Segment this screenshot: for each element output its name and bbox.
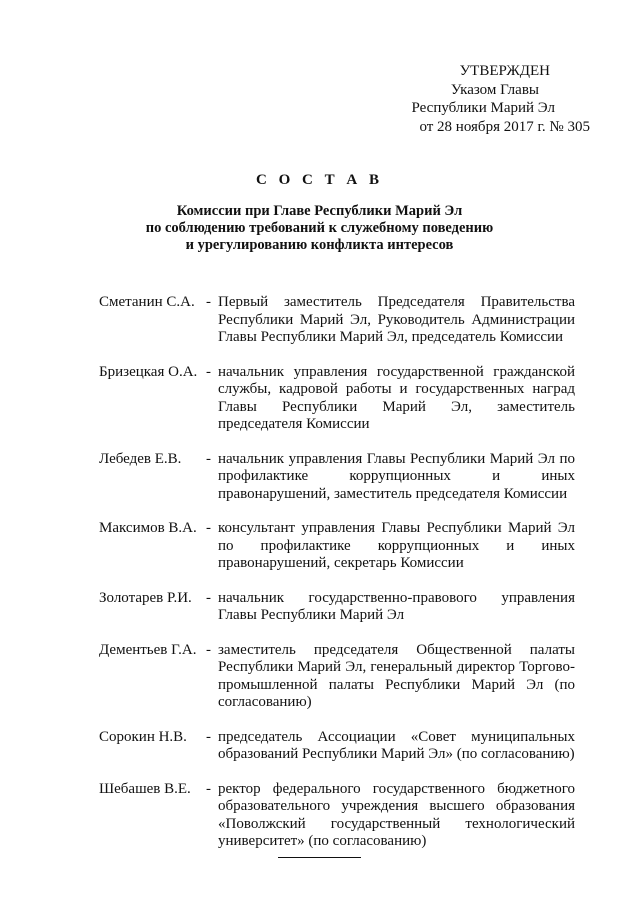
- member-name: Шебашев В.Е.: [99, 780, 191, 797]
- member-role: ректор федерального государственного бюджетного образовательного учреждения высшего образования «Поволжский государственный технологический университет» (по согласованию): [218, 780, 575, 849]
- member-row: [99, 781, 575, 851]
- approval-date: от 28 ноября 2017 г. № 305: [419, 118, 590, 135]
- member-role: Первый заместитель Председателя Правительства Республики Марий Эл, Руководитель Администрации Главы Республики Марий Эл, председатель Комиссии: [218, 294, 575, 345]
- member-name: Сметанин С.А.: [99, 294, 195, 310]
- approval-decree: Указом Главы: [450, 81, 539, 98]
- subtitle-line: Комиссии при Главе Республики Марий Эл: [176, 203, 463, 219]
- member-row: [99, 294, 575, 347]
- member-dash: -: [206, 728, 211, 745]
- subtitle-line: и урегулированию конфликта интересов: [185, 237, 454, 253]
- member-name: Бризецкая О.А.: [99, 363, 198, 380]
- members-list: [99, 294, 575, 868]
- document-subtitle: [0, 203, 639, 254]
- member-name: Сорокин Н.В.: [99, 728, 187, 745]
- member-role: начальник государственно-правового управления Главы Республики Марий Эл: [218, 589, 575, 623]
- member-name: Максимов В.А.: [99, 520, 197, 536]
- member-dash: -: [206, 780, 211, 797]
- document-title: С О С Т А В: [256, 172, 383, 188]
- member-row: [99, 590, 575, 625]
- approval-republic: Республики Марий Эл: [411, 100, 555, 116]
- approval-block: [390, 62, 590, 136]
- approval-heading: УТВЕРЖДЕН: [459, 63, 550, 79]
- member-row: [99, 451, 575, 504]
- member-row: [99, 642, 575, 712]
- member-dash: -: [206, 589, 211, 606]
- member-row: [99, 729, 575, 764]
- member-dash: -: [206, 641, 211, 658]
- subtitle-line: по соблюдению требований к служебному поведению: [145, 220, 494, 236]
- member-dash: -: [206, 520, 211, 536]
- member-name: Лебедев Е.В.: [99, 450, 182, 467]
- member-dash: -: [206, 450, 211, 467]
- member-dash: -: [206, 363, 211, 380]
- member-role: председатель Ассоциации «Совет муниципальных образований Республики Марий Эл» (по согласованию): [218, 728, 575, 762]
- member-name: Золотарев Р.И.: [99, 589, 192, 606]
- member-role: начальник управления государственной гражданской службы, кадровой работы и государственных наград Главы Республики Марий Эл, заместитель председателя Комиссии: [218, 363, 575, 432]
- member-row: [99, 520, 575, 573]
- member-role: заместитель председателя Общественной палаты Республики Марий Эл, генеральный директор Торгово-промышленной палаты Республики Марий Эл (по согласованию): [218, 641, 575, 710]
- member-role: начальник управления Главы Республики Марий Эл по профилактике коррупционных и иных правонарушений, заместитель председателя Комиссии: [218, 450, 575, 502]
- member-dash: -: [206, 294, 211, 310]
- member-name: Дементьев Г.А.: [99, 641, 197, 658]
- closing-rule: [278, 857, 361, 858]
- member-row: [99, 364, 575, 434]
- member-role: консультант управления Главы Республики Марий Эл по профилактике коррупционных и иных правонарушений, секретарь Комиссии: [218, 520, 575, 571]
